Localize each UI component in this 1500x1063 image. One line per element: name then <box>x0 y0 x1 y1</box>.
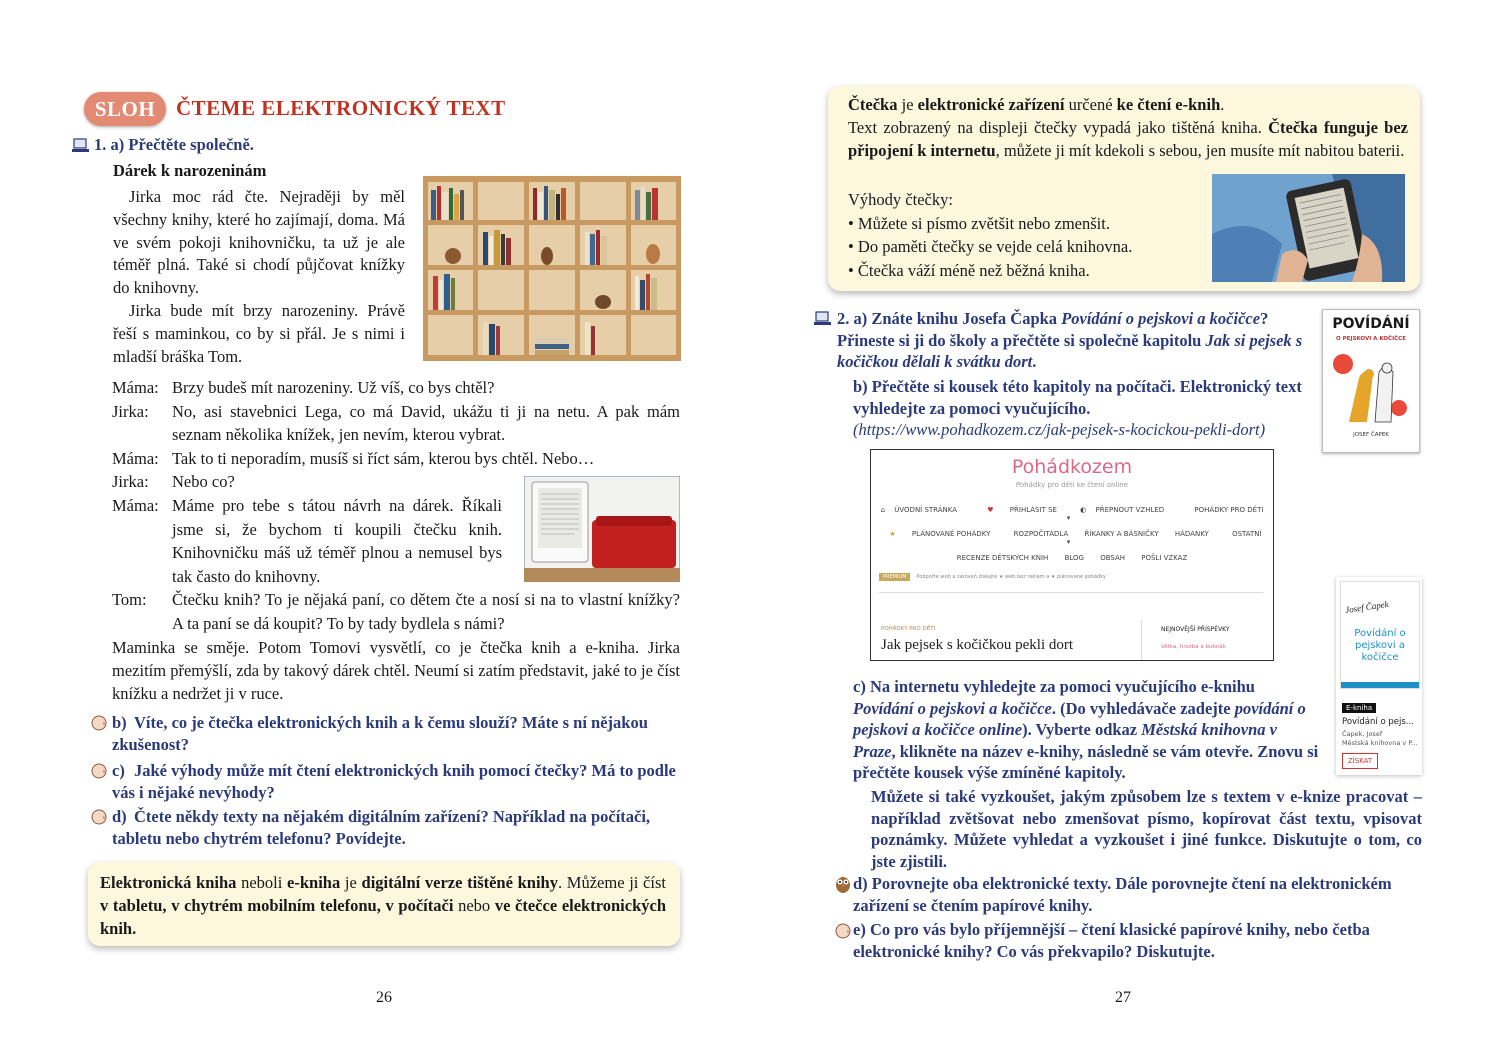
website-screenshot <box>870 449 1274 661</box>
line-text: Nebo co? <box>172 472 235 492</box>
ebook-author: Čapek, Josef <box>1342 730 1383 738</box>
task-1a: 1. a) Přečtěte společně. <box>94 135 254 154</box>
owl-icon <box>834 874 852 894</box>
speaker: Jirka: <box>112 472 149 492</box>
line-text: Tak to ti neporadím, musíš si říct sám, kterou bys chtěl. Nebo… <box>172 448 595 468</box>
task-2d: d) Porovnejte oba elektronické texty. Dále porovnejte čtení na elektronickém zařízení se čtením papírové knihy. <box>853 874 1392 915</box>
speaker: Máma: <box>112 378 159 397</box>
book-author: JOSEF ČAPEK <box>1353 432 1389 438</box>
task-2a: 2. a) Znáte knihu Josefa Čapka Povídání o pejskovi a kočičce? Přineste si ji do školy a přečtěte si společně kapitolu Jak si pejsek s kočičkou dělali k svátku dort. <box>837 309 1303 371</box>
article-title[interactable]: Jak pejsek s kočičkou pekli dort <box>881 637 1074 653</box>
task-2b: b) Přečtěte si kousek této kapitoly na počítači. Elektronický text vyhledejte za pomoci vyučujícího. (https://www.pohadkozem.cz/jak-pejsek-s-kocickou-pekli-dort) <box>853 377 1302 439</box>
computer-icon <box>72 137 90 155</box>
question-b: b) Víte, co je čtečka elektronických knih a k čemu slouží? Máte s ní nějakou zkušenost? <box>112 713 648 754</box>
list-item: • Můžete si písmo zvětšit nebo zmenšit. <box>848 213 1110 233</box>
line-text: Čtečku knih? To je nějaká paní, co dětem čte a nosí si na to vlastní knížky? A ta paní se dá koupit? To by tady bydlela s námi? <box>172 590 680 633</box>
advantages-title: Výhody čtečky: <box>848 190 953 209</box>
book-title: POVÍDÁNÍ <box>1332 316 1410 332</box>
story-title: Dárek k narozeninám <box>113 161 267 180</box>
nav-item[interactable]: BLOG <box>1064 554 1084 562</box>
premium-tag[interactable]: PREMIUM <box>879 573 910 581</box>
line-text: No, asi stavebnici Lega, co má David, ukážu ti ji na netu. A pak mám seznam několika knížek, jen nevím, kterou vybrat. <box>172 401 680 445</box>
list-item: • Do paměti čtečky se vejde celá knihovna. <box>848 237 1133 257</box>
latest-post-link[interactable]: Větka, hrozba a bubnák <box>1161 644 1226 650</box>
page-number: 27 <box>1115 989 1131 1006</box>
get-ebook-button[interactable]: ZÍSKAT <box>1342 753 1378 769</box>
ebook-badge: E-kniha <box>1342 703 1376 713</box>
story-paragraph: Jirka bude mít brzy narozeniny. Právě řeší s maminkou, co by si přál. Je s nimi i mladší bráška Tom. <box>113 300 405 366</box>
site-nav-row <box>871 506 1273 522</box>
speaker: Tom: <box>112 590 147 610</box>
site-tagline: Pohádky pro děti ke čtení online <box>1015 481 1129 489</box>
ebook-card <box>1336 577 1422 775</box>
nav-item[interactable]: HÁDANKY <box>1174 530 1209 538</box>
ebook-name[interactable]: Povídání o pejs... <box>1342 717 1414 727</box>
dialogue-line <box>112 400 680 447</box>
latest-posts-heading: NEJNOVĚJŠÍ PŘÍSPĚVKY <box>1161 626 1230 633</box>
nav-item[interactable]: POHÁDKY PRO DĚTI ▾ <box>1066 506 1264 522</box>
advantages-list <box>848 188 1208 282</box>
nav-item[interactable]: ROZPOČITADLA <box>1013 530 1069 538</box>
ereader-image <box>524 476 680 582</box>
nav-item[interactable]: ⌂ ÚVODNÍ STRÁNKA <box>880 506 958 514</box>
speaking-head-icon <box>90 714 108 732</box>
book-subtitle: O PEJSKOVI A KOČIČCE <box>1336 336 1406 342</box>
nav-item[interactable]: ★ PLÁNOVANÉ POHÁDKY <box>889 530 991 538</box>
story-paragraph: Jirka moc rád čte. Nejraději by měl všechny knihy, které ho zajímají, doma. Má ve svém pokoji knihovničku, ta už je ale téměř plná. Také si chodí půjčovat knížky do knihovny. <box>113 187 405 298</box>
definition-text: Elektronická kniha neboli e-kniha je digitální verze tištěné knihy. Můžeme ji číst v tabletu, v chytrém mobilním telefonu, v počítači nebo ve čtečce elektronických knih. <box>100 873 667 938</box>
divider <box>879 592 1263 593</box>
section-label: POHÁDKY PRO DĚTI <box>881 626 936 632</box>
book-cover <box>1322 309 1420 453</box>
question-c: c) Jaké výhody může mít čtení elektronických knih pomocí čtečky? Má to podle vás i nějaké nevýhody? <box>112 761 676 802</box>
speaking-head-icon <box>90 762 108 780</box>
url-text: (https://www.pohadkozem.cz/jak-pejsek-s-kocickou-pekli-dort) <box>853 420 1266 439</box>
nav-item[interactable]: ŘÍKANKY A BÁSNIČKY <box>1084 530 1159 538</box>
bookshelf-image <box>423 176 681 361</box>
ereader-info-text: Čtečka je elektronické zařízení určené ke čtení e-knih. Text zobrazený na displeji čtečky vypadá jako tištěná kniha. Čtečka funguje bez připojení k internetu, můžete ji mít kdekoli s sebou, jen musíte mít nabitou baterii. <box>848 95 1408 160</box>
story-text <box>113 186 405 368</box>
speaking-head-icon <box>90 808 108 826</box>
divider <box>1141 620 1142 660</box>
nav-item[interactable]: RECENZE DĚTSKÝCH KNIH <box>956 554 1049 562</box>
nav-item[interactable]: ◐ PŘEPNOUT VZHLED <box>1080 506 1165 514</box>
speaker: Máma: <box>112 495 159 515</box>
nav-item[interactable]: OBSAH <box>1100 554 1126 562</box>
line-text: Máme pro tebe s tátou návrh na dárek. Říkali jsme si, že bychom ti koupili čtečku knih. Knihovničku máš už téměř plnou a nemusel bys tak často do knihovny. <box>172 495 502 586</box>
premium-band: PREMIUM Podpořte web a zároveň získejte ★ web bez reklam a ★ plánované pohádky <box>879 574 1263 586</box>
computer-icon <box>814 310 832 328</box>
speaker: Jirka: <box>112 401 149 421</box>
site-nav-row <box>871 530 1273 546</box>
site-logo: Pohádkozem <box>1011 456 1133 478</box>
nav-item[interactable]: POŠLI VZKAZ <box>1141 554 1188 562</box>
ebook-cover <box>1340 581 1420 689</box>
question-d: d) Čtete někdy texty na nějakém digitálním zařízení? Například na počítači, tabletu nebo chytrém telefonu? Povídejte. <box>112 807 651 848</box>
ebook-library: Městská knihovna v P... <box>1342 739 1418 747</box>
section-badge: SLOH <box>84 92 166 126</box>
narration: Maminka se směje. Potom Tomovi vysvětlí, co je čtečka knih a e-kniha. Jirka mezitím přemýšlí, zda by takový dárek chtěl. Neumí si zatím představit, jaké to je číst knížku a nedržet ji v ruce. <box>112 638 680 704</box>
line-text: Brzy budeš mít narozeniny. Už víš, co bys chtěl? <box>172 378 495 397</box>
task-2c: c) Na internetu vyhledejte za pomoci vyučujícího e-knihu Povídání o pejskovi a kočičce. (Do vyhledávače zadejte povídání o pejskovi a kočičce online). Vyberte odkaz Městská knihovna v Praze, klikněte na název e-knihy, následně se vám otevře. Znovu si přečtěte kousek výše zmíněné kapitoly. <box>853 677 1319 782</box>
site-nav-row <box>871 554 1273 562</box>
dialogue-line <box>112 588 680 635</box>
speaker: Máma: <box>112 448 159 468</box>
dog-and-cat-illustration <box>1329 348 1413 426</box>
list-item: • Čtečka váží méně než běžná kniha. <box>848 260 1090 280</box>
task-2e: e) Co pro vás bylo příjemnější – čtení klasické papírové knihy, nebo četba elektronické knihy? Co vás překvapilo? Diskutujte. <box>853 920 1370 961</box>
page-number: 26 <box>376 989 392 1006</box>
nav-item[interactable]: OSTATNÍ ▾ <box>1066 530 1262 546</box>
ebook-cover-title: Povídání o pejskovi a kočičce <box>1354 628 1406 663</box>
speaking-head-icon <box>834 922 852 940</box>
nav-item[interactable]: ♥ PŘIHLÁSIT SE <box>987 506 1057 514</box>
chapter-title: ČTEME ELEKTRONICKÝ TEXT <box>176 96 506 120</box>
hand-with-ereader-image <box>1212 174 1405 282</box>
dialogue-line <box>112 447 680 471</box>
task-2c-extra: Můžete si také vyzkoušet, jakým způsobem lze s textem v e-knize pracovat – například zvětšovat nebo zmenšovat písmo, kopírovat část textu, vpisovat poznámky. Můžete vyhledat a vyzkoušet i jiné funkce. Diskutujte o tom, co jste zjistili. <box>871 787 1422 871</box>
dialogue-line <box>112 376 680 400</box>
ebook-cover-author: Josef Čapek <box>1344 599 1390 615</box>
